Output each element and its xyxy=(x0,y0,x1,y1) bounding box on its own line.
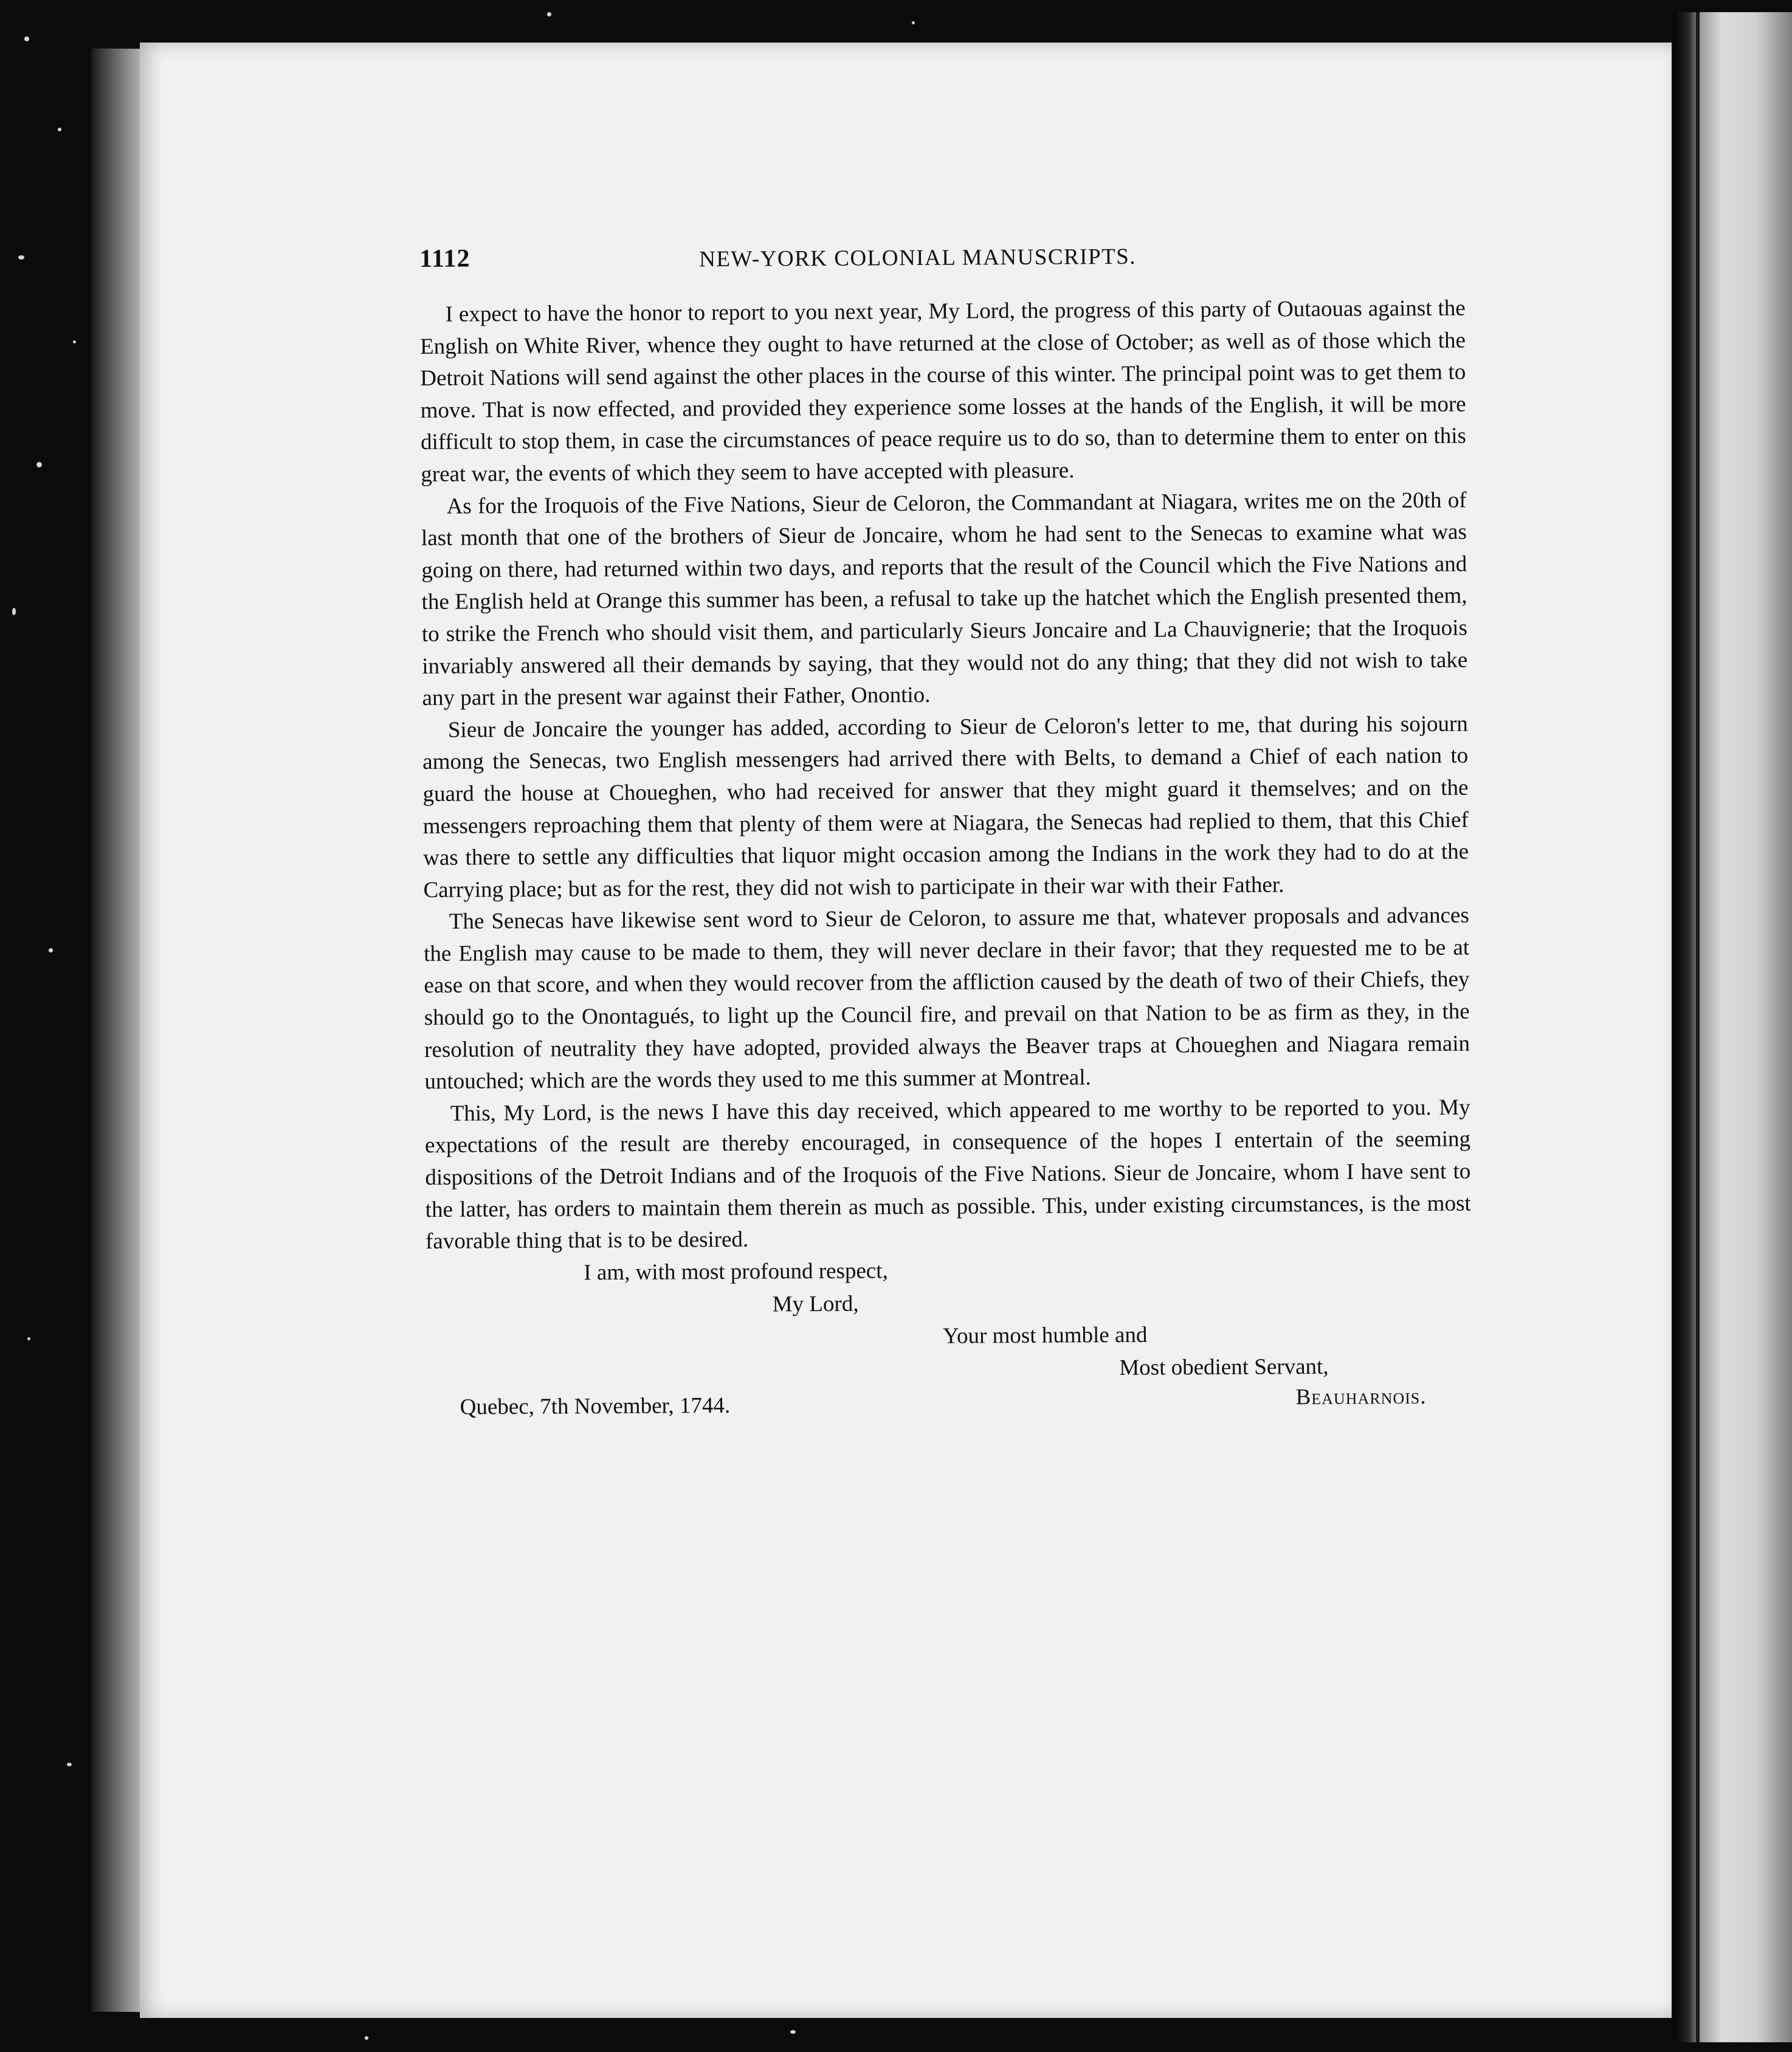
scan-speck xyxy=(58,128,61,131)
scan-speck xyxy=(67,1763,72,1766)
signature: Beauharnois. xyxy=(1295,1383,1427,1410)
scan-speck xyxy=(18,255,24,260)
closing-humble-line: Your most humble and xyxy=(942,1322,1148,1349)
scan-speck xyxy=(73,340,76,343)
paragraph: This, My Lord, is the news I have this day received, which appeared to me worthy to be reported to you. My expectations of the result are thereby encouraged, in consequence of the hopes I entertain of the seeming dispositions of the Detroit Indians and of the Iroquois of the Five Nations. Sieur de Joncaire, whom I have sent to the latter, has orders to maintain them therein as much as possible. This, under existing circumstances, is the most favorable thing that is to be desired. xyxy=(424,1095,1471,1255)
scan-speck xyxy=(12,608,16,615)
closing-salutation: My Lord, xyxy=(772,1291,859,1317)
facing-page-edge xyxy=(1675,12,1792,2042)
scan-speck xyxy=(547,12,551,16)
paragraph: The Senecas have likewise sent word to Sieur de Celoron, to assure me that, whatever proposals and advances the English may cause to be made to them, they will never declare in their favor; that they requested me to be at ease on that score, and when they would recover from the affliction caused by the death of two of their Chiefs, they should go to the Onontagués, to light up the Council fire, and prevail on that Nation to be as firm as they, in the resolution of neutrality they have adopted, provided always the Beaver traps at Choueghen and Niagara remain untouched; which are the words they used to me this summer at Montreal. xyxy=(424,903,1470,1095)
paragraph: Sieur de Joncaire the younger has added, according to Sieur de Celoron's letter to me, that during his sojourn among the Senecas, two English messengers had arrived there with Belts, to demand a Chief of each nation to guard the house at Choueghen, who had received for answer that they might guard it themselves; and on the messengers reproaching them that plenty of them were at Niagara, the Senecas had replied to them, that this Chief was there to settle any difficulties that liquor might occasion among the Indians in the work they had to do at the Carrying place; but as for the rest, they did not wish to participate in their war with their Father. xyxy=(422,711,1469,903)
scan-speck xyxy=(36,462,42,467)
page-header xyxy=(419,236,1466,299)
scan-speck xyxy=(49,948,53,952)
paragraph: I expect to have the honor to report to you next year, My Lord, the progress of this party of Outaouas against the English on White River, whence they ought to have returned at the close of October; as well as of those which the Detroit Nations will send against the other places in the course of this winter. The principal point was to get them to move. That is now effected, and provided they experience some losses at the hands of the English, it will be more difficult to stop them, in case the circumstances of peace require us to do so, than to determine them to enter on this great war, the events of which they seem to have accepted with pleasure. xyxy=(419,295,1467,487)
place-and-date: Quebec, 7th November, 1744. xyxy=(460,1393,731,1420)
scan-speck xyxy=(365,2036,368,2040)
scan-speck xyxy=(24,36,29,41)
scan-speck xyxy=(790,2030,796,2034)
closing-respect-line: I am, with most profound respect, xyxy=(584,1258,888,1286)
page-number: 1112 xyxy=(419,244,470,273)
running-head: NEW-YORK COLONIAL MANUSCRIPTS. xyxy=(699,244,1137,272)
page-text-block xyxy=(419,236,1473,1513)
scan-speck xyxy=(912,21,915,24)
paragraph: As for the Iroquois of the Five Nations, Sieur de Celoron, the Commandant at Niagara, writes me on the 20th of last month that one of the brothers of Sieur de Joncaire, whom he had sent to the Senecas to examine what was going on there, had returned within two days, and reports that the result of the Council which the Five Nations and the English held at Orange this summer has been, a refusal to take up the hatchet which the English presented them, to strike the French who should visit them, and particularly Sieurs Joncaire and La Chauvignerie; that the Iroquois invariably answered all their demands by saying, that they would not do any thing; that they did not wish to take any part in the present war against their Father, Onontio. xyxy=(421,487,1468,711)
letter-closing xyxy=(426,1252,1473,1513)
facing-page-gutter xyxy=(1696,12,1700,2042)
closing-servant-line: Most obedient Servant, xyxy=(1119,1354,1329,1380)
scan-speck xyxy=(27,1337,30,1340)
